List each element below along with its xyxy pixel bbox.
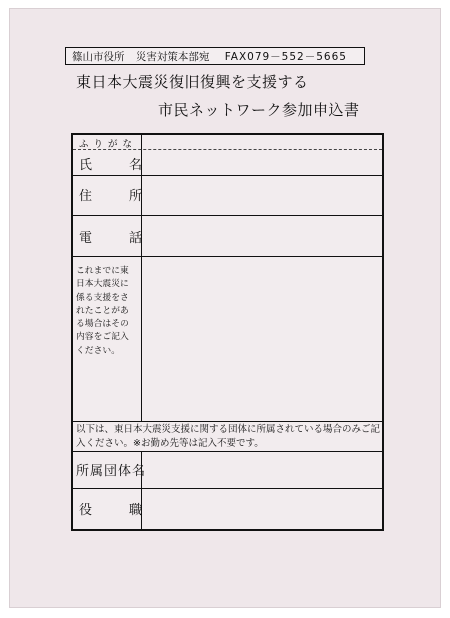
row-divider-notice	[73, 451, 382, 452]
paper-sheet	[9, 8, 441, 608]
furigana-label: ふりがな	[79, 139, 138, 150]
application-form	[71, 133, 384, 531]
phone-label: 電 話	[79, 231, 155, 246]
fax-number: FAX079－552－5665	[224, 51, 347, 63]
row-divider-phone	[73, 256, 382, 257]
fax-header	[65, 47, 365, 65]
office-name: 篠山市役所	[72, 51, 125, 63]
row-divider-group	[73, 488, 382, 489]
experience-prompt-line: れたことがあ	[76, 305, 129, 316]
row-divider-experience	[73, 421, 382, 422]
experience-prompt-line: る場合はその	[76, 319, 129, 330]
address-label: 住 所	[79, 189, 155, 204]
experience-prompt-line: ください。	[76, 345, 120, 356]
experience-prompt-line: 係る支援をさ	[76, 292, 129, 303]
experience-prompt	[76, 265, 138, 358]
row-divider-address	[73, 215, 382, 216]
experience-prompt-line: 日本大震災に	[76, 279, 129, 290]
position-label: 役 職	[79, 503, 155, 518]
form-title-line2: 市民ネットワーク参加申込書	[158, 101, 360, 119]
group-notice: 以下は、東日本大震災支援に関する団体に所属されている場合のみご記入ください。※お勤め先等は記入不要です。	[76, 424, 381, 449]
experience-prompt-line: これまでに東	[76, 266, 129, 276]
form-title-line1: 東日本大震災復旧復興を支援する	[76, 73, 309, 91]
experience-prompt-line: 内容をご記入	[76, 332, 129, 343]
group-label: 所属団体名	[76, 464, 147, 479]
name-label: 氏 名	[79, 158, 155, 173]
label-column-divider	[141, 135, 142, 421]
department-name: 災害対策本部宛	[135, 51, 210, 63]
row-divider-name	[73, 175, 382, 176]
